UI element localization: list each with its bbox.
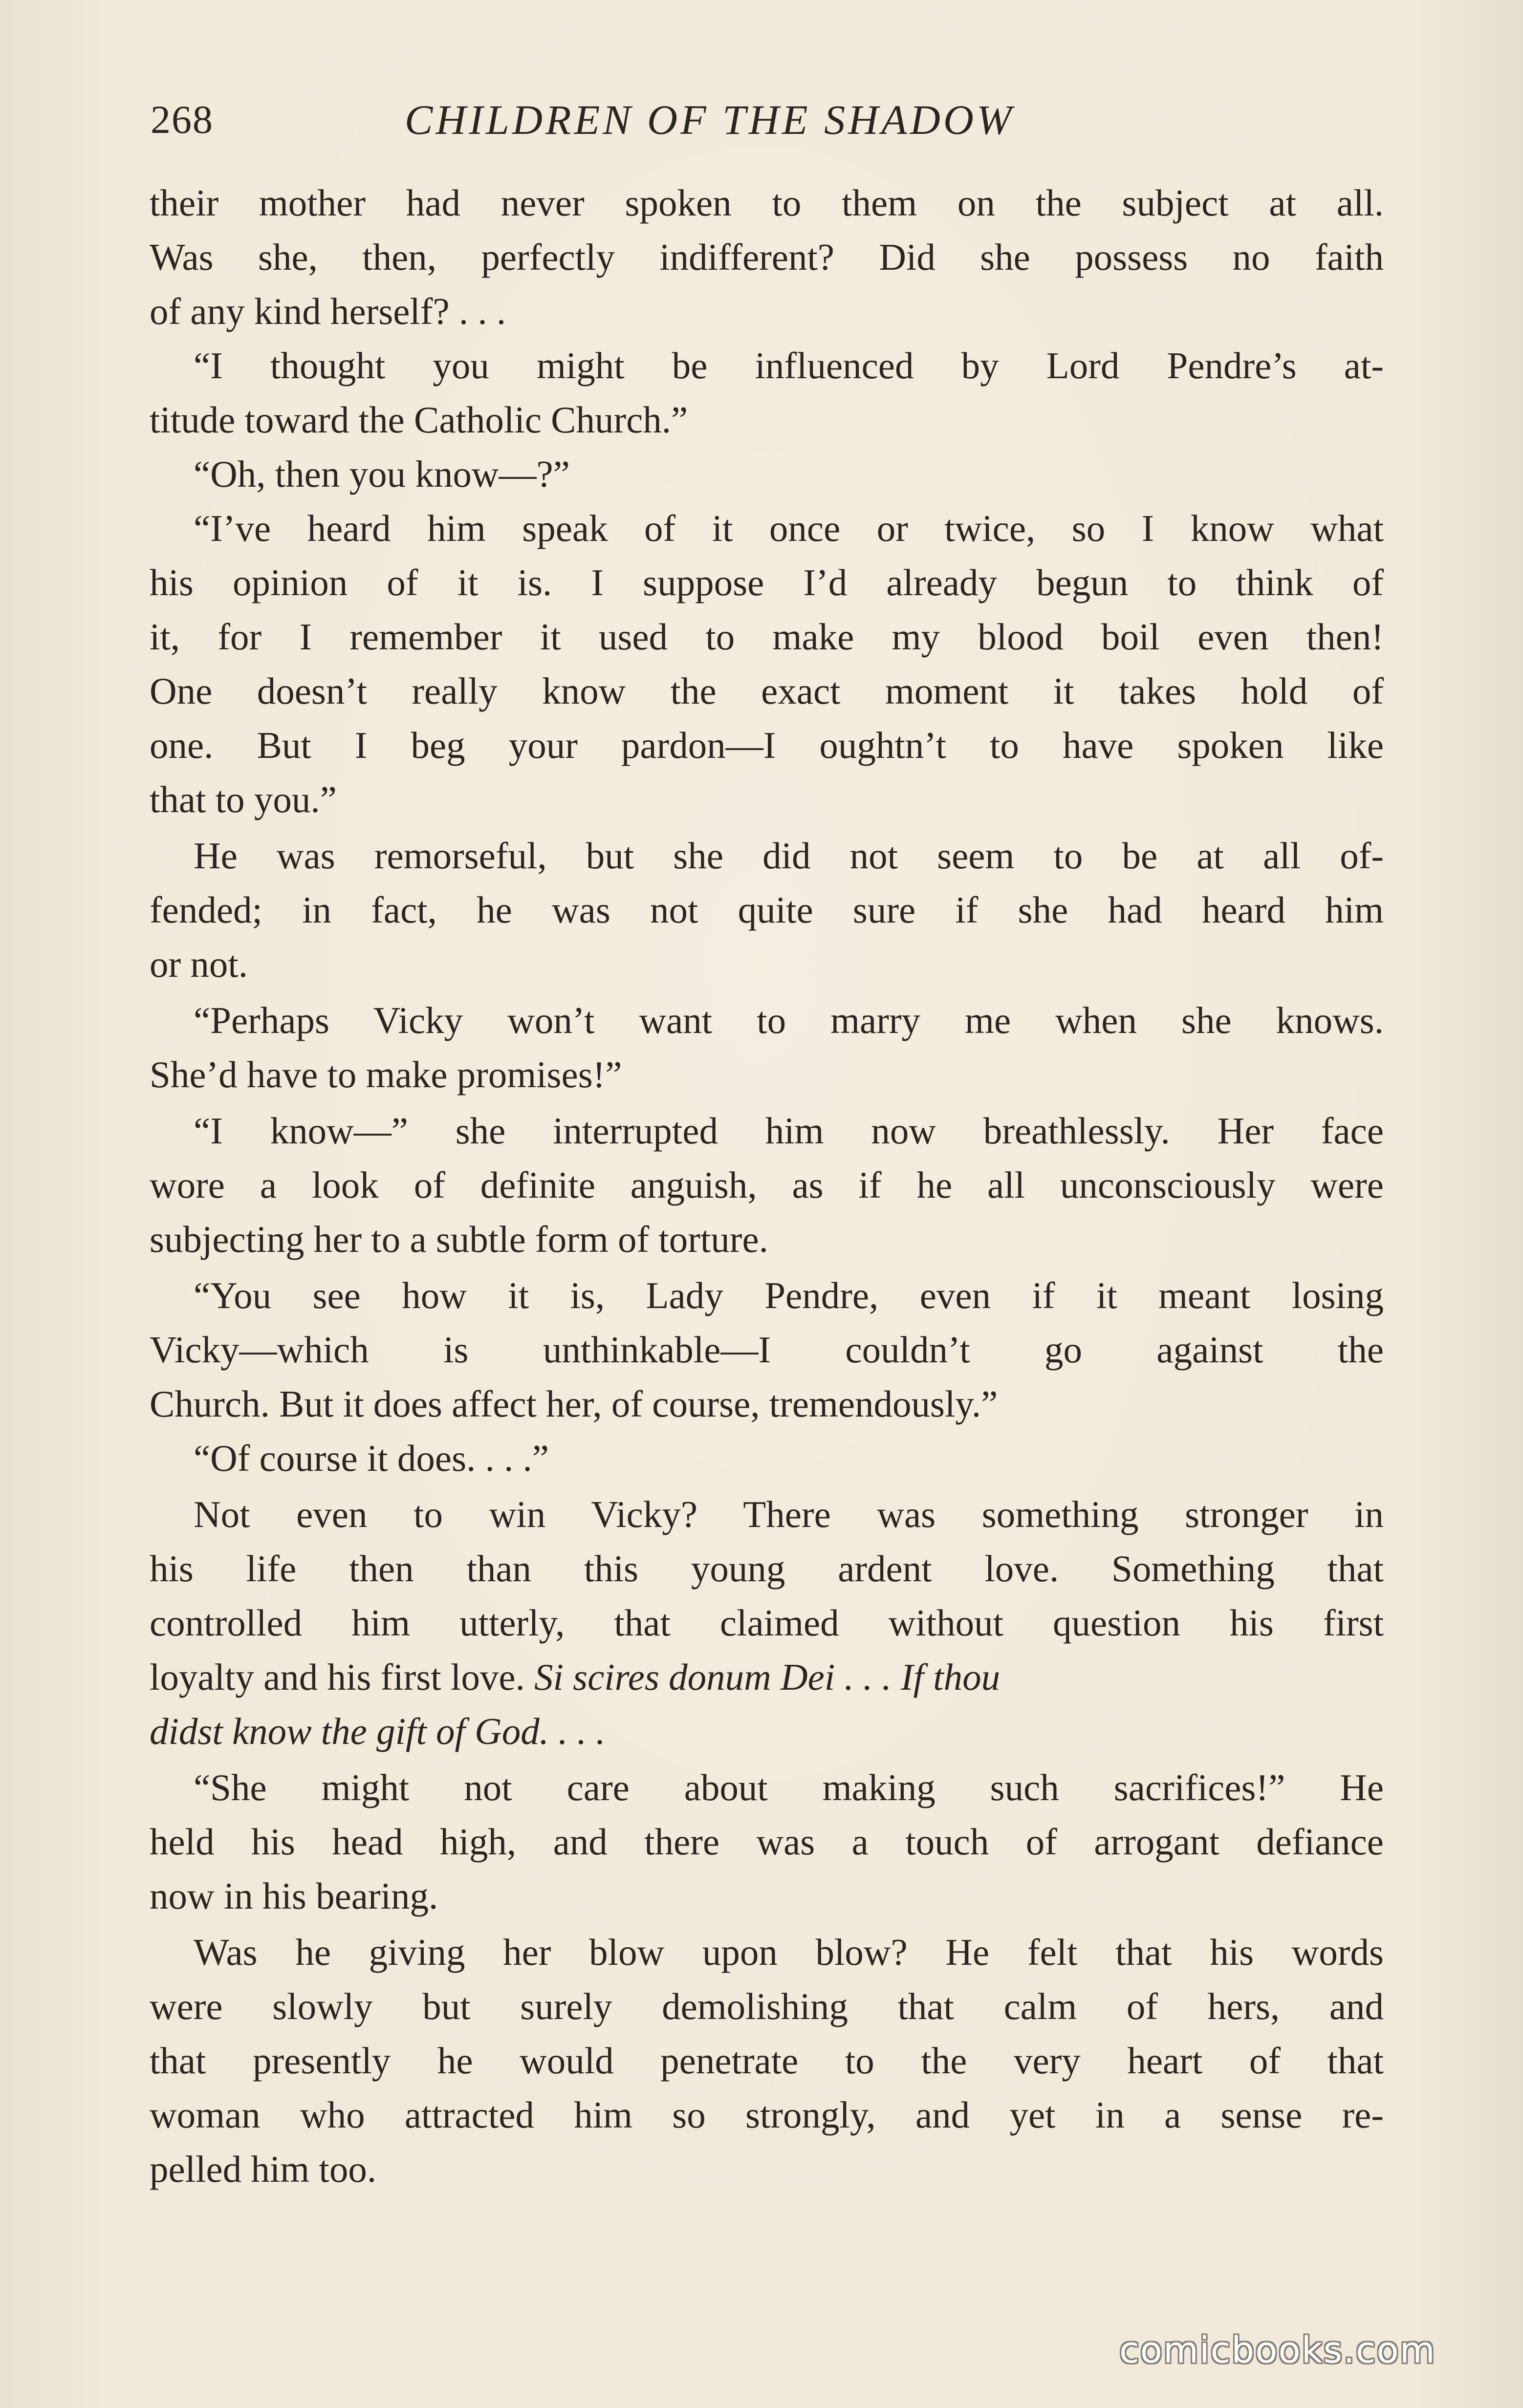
text-line: loyalty and his first love. [150,1656,534,1698]
text-line: subjecting her to a subtle form of torture. [150,1218,768,1260]
running-head [151,93,1382,156]
text-line: pelled him too. [150,2148,377,2190]
text-line: Vicky—which is unthinkable—I couldn’t go against the [150,1329,1384,1371]
text-line: Was he giving her blow upon blow? He felt that his words [194,1931,1384,1973]
body-text [150,176,1384,2196]
text-line: She’d have to make promises!” [150,1054,622,1096]
text-line: that presently he would penetrate to the very heart of that [150,2040,1384,2082]
text-line: Church. But it does affect her, of course, tremendously.” [150,1383,998,1425]
text-line: “You see how it is, Lady Pendre, even if it meant losing [194,1274,1384,1316]
text-line: wore a look of definite anguish, as if he all unconsciously were [150,1164,1384,1206]
text-line: “I know—” she interrupted him now breathlessly. Her face [194,1110,1384,1152]
text-line: his life then than this young ardent love. Something that [150,1548,1384,1590]
book-title: CHILDREN OF THE SHADOW [405,96,1015,143]
text-line: it, for I remember it used to make my blood boil even then! [150,616,1384,658]
text-line: “I thought you might be influenced by Lord Pendre’s at- [194,344,1384,387]
text-line: his opinion of it is. I suppose I’d already begun to think of [150,561,1384,603]
text-line: or not. [150,943,248,985]
text-line: “I’ve heard him speak of it once or twice, so I know what [194,507,1384,549]
text-line: “She might not care about making such sacrifices!” He [194,1766,1384,1808]
text-line: controlled him utterly, that claimed without question his first [150,1602,1384,1644]
text-line: titude toward the Catholic Church.” [150,399,688,441]
text-line: of any kind herself? . . . [150,290,506,332]
text-line: held his head high, and there was a touch of arrogant defiance [150,1821,1384,1863]
text-line: were slowly but surely demolishing that calm of hers, and [150,1985,1384,2027]
text-line: “Perhaps Vicky won’t want to marry me when she knows. [194,999,1384,1041]
text-line: fended; in fact, he was not quite sure if she had heard him [150,889,1384,931]
text-line: He was remorseful, but she did not seem to be at all of- [194,835,1384,877]
text-line: their mother had never spoken to them on the subject at all. [150,182,1384,224]
text-line: “Oh, then you know—?” [194,453,570,495]
text-line: One doesn’t really know the exact moment it takes hold of [150,670,1384,712]
text-line: “Of course it does. . . .” [194,1437,549,1479]
text-line: Not even to win Vicky? There was something stronger in [194,1493,1384,1535]
latin-quotation: Si scires donum Dei . . . If thou [534,1656,1001,1698]
text-line: that to you.” [150,778,337,820]
text-line: one. But I beg your pardon—I oughtn’t to have spoken like [150,724,1384,766]
text-line: woman who attracted him so strongly, and yet in a sense re- [150,2094,1384,2136]
page-number: 268 [151,97,214,142]
latin-quotation-continued: didst know the gift of God. . . . [150,1710,606,1752]
text-line: now in his bearing. [150,1875,438,1917]
text-line: Was she, then, perfectly indifferent? Did she possess no faith [150,236,1384,278]
mixed-text-line [150,1650,1384,1704]
watermark: comicbooks.com [1119,2329,1436,2371]
